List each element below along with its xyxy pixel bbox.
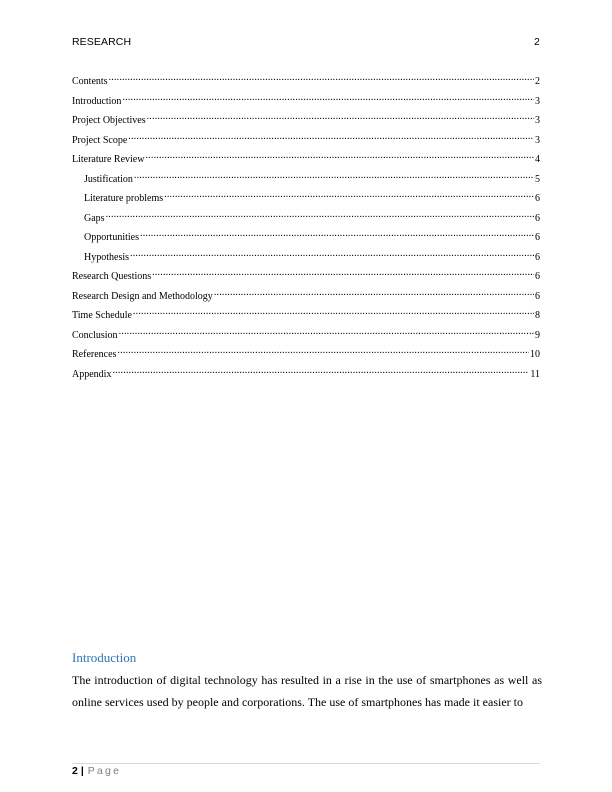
toc-dot-leader [112, 365, 529, 377]
toc-entry-title: Introduction [72, 95, 122, 107]
toc-subentry[interactable] [72, 248, 540, 268]
toc-entry-page: 5 [535, 173, 540, 185]
toc-subentry[interactable] [72, 228, 540, 248]
toc-dot-leader [130, 248, 534, 260]
footer-separator: | [80, 765, 84, 777]
toc-dot-leader [152, 267, 534, 279]
footer-page-number: 2 [72, 765, 78, 777]
toc-entry-title: References [72, 349, 117, 360]
toc-entry-title: Time Schedule [72, 310, 132, 321]
toc-entry-title: Project Objectives [72, 115, 146, 126]
toc-entry-page: 6 [535, 212, 540, 224]
introduction-heading: Introduction [72, 650, 137, 665]
page-footer [72, 765, 121, 777]
toc-entry-page: 2 [535, 76, 540, 87]
toc-entry[interactable] [72, 267, 540, 287]
toc-dot-leader [109, 72, 534, 84]
toc-entry[interactable] [72, 287, 540, 307]
toc-dot-leader [128, 131, 534, 143]
toc-entry-page: 6 [535, 251, 540, 263]
toc-entry-title: Project Scope [72, 134, 128, 146]
toc-entry-title: Opportunities [84, 232, 139, 243]
toc-entry-page: 4 [535, 154, 540, 165]
toc-dot-leader [106, 209, 534, 221]
toc-entry-title: Literature problems [84, 193, 164, 204]
toc-dot-leader [140, 228, 534, 240]
running-title: RESEARCH [72, 36, 132, 48]
introduction-paragraph: The introduction of digital technology has resulted in a rise in the use of smartphones as well as online services used by people and corporations. The use of smartphones has made it easier to [72, 673, 542, 709]
toc-entry[interactable] [72, 345, 540, 365]
toc-entry-page: 8 [535, 310, 540, 321]
toc-dot-leader [147, 111, 534, 123]
toc-entry-title: Gaps [84, 212, 105, 224]
toc-entry-title: Appendix [72, 368, 112, 380]
toc-subentry[interactable] [72, 170, 540, 190]
toc-entry[interactable] [72, 306, 540, 326]
toc-entry-page: 6 [535, 271, 540, 282]
toc-dot-leader [164, 189, 534, 201]
toc-entry-title: Literature Review [72, 154, 145, 165]
toc-entry[interactable] [72, 72, 540, 92]
page-header [72, 36, 540, 48]
toc-entry[interactable] [72, 365, 540, 385]
toc-entry-page: 3 [535, 95, 540, 107]
footer-page-label: Page [87, 765, 122, 777]
toc-entry-title: Research Questions [72, 271, 152, 282]
toc-entry-title: Hypothesis [84, 251, 129, 263]
toc-subentry[interactable] [72, 189, 540, 209]
toc-subentry[interactable] [72, 209, 540, 229]
toc-entry-page: 6 [535, 290, 540, 302]
footer-divider [72, 763, 540, 764]
toc-entry-page: 3 [535, 134, 540, 146]
toc-entry[interactable] [72, 92, 540, 112]
toc-dot-leader [214, 287, 534, 299]
toc-entry-title: Research Design and Methodology [72, 290, 213, 302]
toc-entry[interactable] [72, 131, 540, 151]
toc-entry-page: 9 [535, 329, 540, 341]
toc-dot-leader [122, 92, 534, 104]
toc-entry[interactable] [72, 111, 540, 131]
toc-dot-leader [119, 326, 534, 338]
toc-dot-leader [117, 345, 529, 357]
toc-entry-page: 6 [535, 193, 540, 204]
toc-dot-leader [133, 306, 534, 318]
toc-entry-page: 10 [530, 349, 540, 360]
toc-entry-title: Contents [72, 76, 108, 87]
toc-entry-title: Justification [84, 173, 133, 185]
toc-entry-page: 11 [530, 368, 540, 380]
toc-entry-page: 3 [535, 115, 540, 126]
toc-entry[interactable] [72, 150, 540, 170]
toc-entry-title: Conclusion [72, 329, 118, 341]
toc-entry-page: 6 [535, 232, 540, 243]
toc-dot-leader [145, 150, 534, 162]
toc-dot-leader [134, 170, 534, 182]
table-of-contents [72, 72, 540, 384]
toc-entry[interactable] [72, 326, 540, 346]
header-page-number: 2 [534, 36, 540, 48]
